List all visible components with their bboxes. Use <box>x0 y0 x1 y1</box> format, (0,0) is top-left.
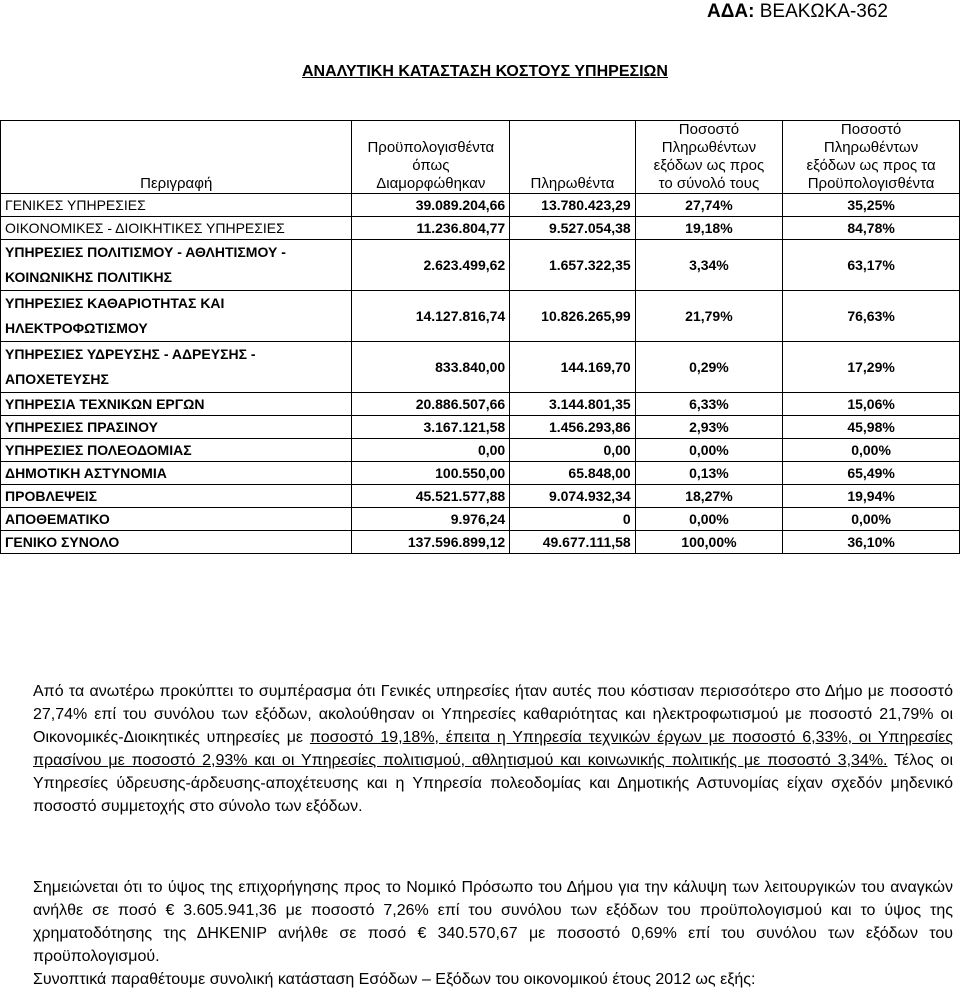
row-description: ΥΠΗΡΕΣΙΕΣ ΚΑΘΑΡΙΟΤΗΤΑΣ ΚΑΙ ΗΛΕΚΤΡΟΦΩΤΙΣΜΟΥ <box>1 291 352 342</box>
ada-value: ΒΕΑΚΩΚΑ-362 <box>759 1 888 22</box>
row-paid: 13.780.423,29 <box>510 194 635 217</box>
row-paid: 10.826.265,99 <box>510 291 635 342</box>
table-row <box>1 291 960 342</box>
table-row <box>1 217 960 240</box>
ada-code <box>707 0 888 24</box>
row-paid: 9.527.054,38 <box>510 217 635 240</box>
conclusion-text-a: Από τα ανωτέρω προκύπτει το συμπέρασμα ότι Γενικές υπηρεσίες ήταν αυτές που κόστισαν περισσότερο στο Δήμο με ποσοστό 27,74% επί του συνόλου των εξόδων, ακολούθησαν οι Υπηρεσίες καθαριότητας και ηλεκτροφωτισμού με ποσοστό 21,79% οι Οικονομικές-Διοικητικές υπηρεσίες με <box>33 683 953 746</box>
row-description: ΥΠΗΡΕΣΙΕΣ ΠΟΛΙΤΙΣΜΟΥ - ΑΘΛΗΤΙΣΜΟΥ - ΚΟΙΝΩΝΙΚΗΣ ΠΟΛΙΤΙΚΗΣ <box>1 240 352 291</box>
row-budget: 45.521.577,88 <box>352 485 510 508</box>
row-pct-total: 21,79% <box>635 291 782 342</box>
row-paid: 0 <box>510 508 635 531</box>
row-pct-total: 3,34% <box>635 240 782 291</box>
row-description: ΔΗΜΟΤΙΚΗ ΑΣΤΥΝΟΜΙΑ <box>1 462 352 485</box>
header-paid: Πληρωθέντα <box>510 121 635 194</box>
row-paid: 49.677.111,58 <box>510 531 635 554</box>
row-budget: 833.840,00 <box>352 342 510 393</box>
row-budget: 11.236.804,77 <box>352 217 510 240</box>
row-pct-budget: 76,63% <box>783 291 960 342</box>
table-row <box>1 393 960 416</box>
row-description: ΓΕΝΙΚΕΣ ΥΠΗΡΕΣΙΕΣ <box>1 194 352 217</box>
row-budget: 14.127.816,74 <box>352 291 510 342</box>
header-pct-budget: Ποσοστό Πληρωθέντων εξόδων ως προς τα Προϋπολογισθέντα <box>783 121 960 194</box>
row-description: ΥΠΗΡΕΣΙΕΣ ΠΡΑΣΙΝΟΥ <box>1 416 352 439</box>
row-pct-budget: 19,94% <box>783 485 960 508</box>
row-budget: 0,00 <box>352 439 510 462</box>
row-pct-total: 0,29% <box>635 342 782 393</box>
table-row <box>1 462 960 485</box>
row-pct-budget: 15,06% <box>783 393 960 416</box>
row-budget: 39.089.204,66 <box>352 194 510 217</box>
header-budget: Προϋπολογισθέντα όπως Διαμορφώθηκαν <box>352 121 510 194</box>
conclusion-text-b: Τέλος οι Υπηρεσίες ύδρευσης-άρδευσης-αποχέτευσης και η Υπηρεσία πολεοδομίας και Δημοτικής Αστυνομίας είχαν σχεδόν μηδενικό ποσοστό συμμετοχής στο σύνολο των εξόδων. <box>33 752 953 815</box>
row-budget: 20.886.507,66 <box>352 393 510 416</box>
table-row-total <box>1 531 960 554</box>
row-budget: 100.550,00 <box>352 462 510 485</box>
row-pct-total: 6,33% <box>635 393 782 416</box>
table-row <box>1 485 960 508</box>
row-pct-total: 0,00% <box>635 508 782 531</box>
subsidy-paragraph: Σημειώνεται ότι το ύψος της επιχορήγησης προς το Νομικό Πρόσωπο του Δήμου για την κάλυψη των λειτουργικών του αναγκών ανήλθε σε ποσό € 3.605.941,36 με ποσοστό 7,26% επί του συνόλου των εξόδων του προϋπολογισμού και το ύψος της χρηματοδότησης της ΔΗΚΕΝΙΡ ανήλθε σε ποσό € 340.570,67 με ποσοστό 0,69% επί του συνόλου των εξόδων του προϋπολογισμού. <box>33 879 953 965</box>
row-paid: 65.848,00 <box>510 462 635 485</box>
row-budget: 9.976,24 <box>352 508 510 531</box>
row-pct-budget: 65,49% <box>783 462 960 485</box>
row-pct-total: 0,13% <box>635 462 782 485</box>
row-paid: 1.456.293,86 <box>510 416 635 439</box>
row-description: ΓΕΝΙΚΟ ΣΥΝΟΛΟ <box>1 531 352 554</box>
table-row <box>1 194 960 217</box>
row-description: ΥΠΗΡΕΣΙΕΣ ΠΟΛΕΟΔΟΜΙΑΣ <box>1 439 352 462</box>
row-paid: 9.074.932,34 <box>510 485 635 508</box>
header-description: Περιγραφή <box>1 121 352 194</box>
row-paid: 1.657.322,35 <box>510 240 635 291</box>
table-row <box>1 240 960 291</box>
summary-intro-paragraph: Συνοπτικά παραθέτουμε συνολική κατάσταση Εσόδων – Εξόδων του οικονομικού έτους 2012 ως εξής: <box>33 971 756 988</box>
conclusion-text-underlined: ποσοστό 19,18%, έπειτα η Υπηρεσία τεχνικών έργων με ποσοστό 6,33%, οι Υπηρεσίες πρασίνου με ποσοστό 2,93% και οι Υπηρεσίες πολιτισμού, αθλητισμού και κοινωνικής πολιτικής με ποσοστό 3,34%. <box>33 729 953 769</box>
row-budget: 137.596.899,12 <box>352 531 510 554</box>
header-pct-total: Ποσοστό Πληρωθέντων εξόδων ως προς το σύνολό τους <box>635 121 782 194</box>
row-paid: 144.169,70 <box>510 342 635 393</box>
header-row <box>1 121 960 194</box>
row-pct-total: 19,18% <box>635 217 782 240</box>
row-pct-total: 18,27% <box>635 485 782 508</box>
row-description: ΟΙΚΟΝΟΜΙΚΕΣ - ΔΙΟΙΚΗΤΙΚΕΣ ΥΠΗΡΕΣΙΕΣ <box>1 217 352 240</box>
row-pct-budget: 63,17% <box>783 240 960 291</box>
row-pct-budget: 17,29% <box>783 342 960 393</box>
table-row <box>1 508 960 531</box>
row-description: ΑΠΟΘΕΜΑΤΙΚΟ <box>1 508 352 531</box>
row-description: ΥΠΗΡΕΣΙΕΣ ΥΔΡΕΥΣΗΣ - ΑΔΡΕΥΣΗΣ - ΑΠΟΧΕΤΕΥΣΗΣ <box>1 342 352 393</box>
row-paid: 0,00 <box>510 439 635 462</box>
row-pct-total: 0,00% <box>635 439 782 462</box>
row-pct-budget: 45,98% <box>783 416 960 439</box>
row-pct-budget: 35,25% <box>783 194 960 217</box>
page-title: ΑΝΑΛΥΤΙΚΗ ΚΑΤΑΣΤΑΣΗ ΚΟΣΤΟΥΣ ΥΠΗΡΕΣΙΩΝ <box>302 63 668 80</box>
row-pct-total: 27,74% <box>635 194 782 217</box>
ada-label: ΑΔΑ: <box>707 1 755 22</box>
conclusion-paragraph <box>33 680 953 818</box>
row-description: ΥΠΗΡΕΣΙΑ ΤΕΧΝΙΚΩΝ ΕΡΓΩΝ <box>1 393 352 416</box>
row-pct-budget: 84,78% <box>783 217 960 240</box>
cost-table <box>0 120 960 554</box>
row-pct-budget: 36,10% <box>783 531 960 554</box>
row-budget: 2.623.499,62 <box>352 240 510 291</box>
row-pct-total: 100,00% <box>635 531 782 554</box>
row-pct-total: 2,93% <box>635 416 782 439</box>
row-budget: 3.167.121,58 <box>352 416 510 439</box>
table-row <box>1 342 960 393</box>
row-description: ΠΡΟΒΛΕΨΕΙΣ <box>1 485 352 508</box>
row-pct-budget: 0,00% <box>783 439 960 462</box>
row-pct-budget: 0,00% <box>783 508 960 531</box>
table-row <box>1 416 960 439</box>
row-paid: 3.144.801,35 <box>510 393 635 416</box>
table-row <box>1 439 960 462</box>
